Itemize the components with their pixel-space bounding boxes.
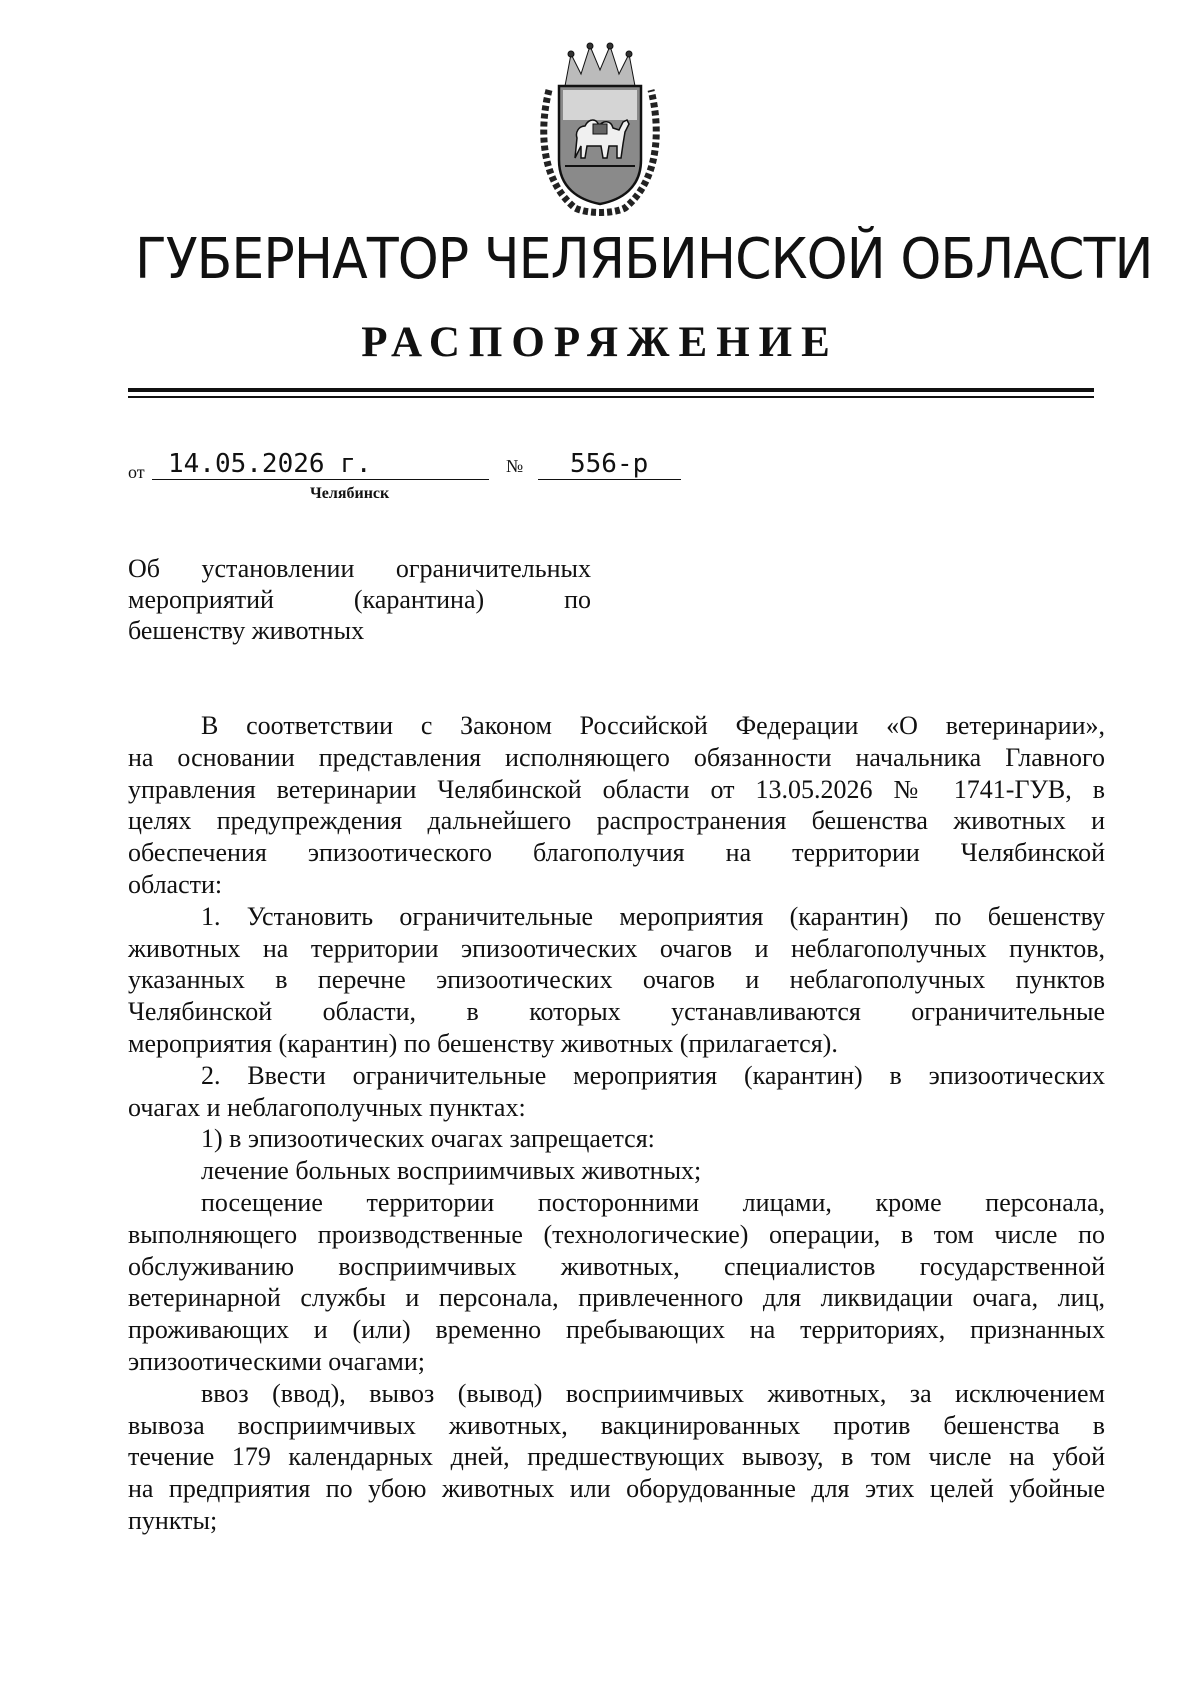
body-line: очагах и неблагополучных пунктах: [128,1092,526,1122]
date-prefix-label: от [128,462,145,482]
body-line: течение 179 календарных дней, предшествующих вывозу, в том числе на убой [128,1442,1105,1472]
body-line: выполняющего производственные (технологические) операции, в том числе по [128,1219,1105,1249]
number-sign-label: № [506,456,524,476]
document-number: 556-р [538,448,681,480]
body-line: посещение территории посторонними лицами, кроме персонала, [201,1187,1105,1217]
body-line: Челябинской области, в которых устанавливаются ограничительные [128,997,1105,1027]
header-rule-thick [128,388,1094,392]
document-city: Челябинск [310,485,390,502]
document-requisites [128,448,728,488]
body-line: 2. Ввести ограничительные мероприятия (карантин) в эпизоотических [201,1060,1105,1090]
body-line: на основании представления исполняющего обязанности начальника Главного [128,742,1105,772]
body-line: обеспечения эпизоотического благополучия на территории Челябинской [128,838,1105,868]
body-line: управления ветеринарии Челябинской области от 13.05.2026 № 1741-ГУВ, в [128,774,1105,804]
document-subject [128,553,591,646]
subject-line: Об установлении ограничительных [128,554,591,583]
body-line: указанных в перечне эпизоотических очагов и неблагополучных пунктов [128,965,1105,995]
body-line: обслуживанию восприимчивых животных, специалистов государственной [128,1251,1105,1281]
body-line: животных на территории эпизоотических очагов и неблагополучных пунктов, [128,933,1105,963]
coat-of-arms-emblem [535,40,665,216]
body-line: 1. Установить ограничительные мероприятия (карантин) по бешенству [201,901,1105,931]
header-rule-thin [128,396,1094,398]
document-body [128,710,1105,1537]
body-line: проживающих и (или) временно пребывающих на территориях, признанных [128,1315,1105,1345]
body-line: ввоз (ввод), вывоз (вывод) восприимчивых животных, за исключением [201,1378,1105,1408]
body-line: области: [128,869,223,899]
body-line: мероприятия (карантин) по бешенству животных (прилагается). [128,1028,838,1058]
document-type-title: РАСПОРЯЖЕНИЕ [361,319,839,366]
subject-line: бешенству животных [128,616,365,645]
body-line: 1) в эпизоотических очагах запрещается: [201,1124,655,1154]
body-line: пункты; [128,1505,218,1535]
authority-title: ГУБЕРНАТОР ЧЕЛЯБИНСКОЙ ОБЛАСТИ [135,227,1153,292]
body-line: лечение больных восприимчивых животных; [201,1156,702,1186]
body-line: ветеринарной службы и персонала, привлеченного для ликвидации очага, лиц, [128,1283,1105,1313]
document-date: 14.05.2026 г. [152,448,489,480]
body-line: вывоза восприимчивых животных, вакцинированных против бешенства в [128,1410,1105,1440]
body-line: на предприятия по убою животных или оборудованные для этих целей убойные [128,1474,1105,1504]
body-line: В соответствии с Законом Российской Федерации «О ветеринарии», [201,711,1105,740]
body-line: целях предупреждения дальнейшего распространения бешенства животных и [128,806,1105,836]
body-line: эпизоотическими очагами; [128,1346,425,1376]
subject-line: мероприятий (карантина) по [128,585,591,614]
